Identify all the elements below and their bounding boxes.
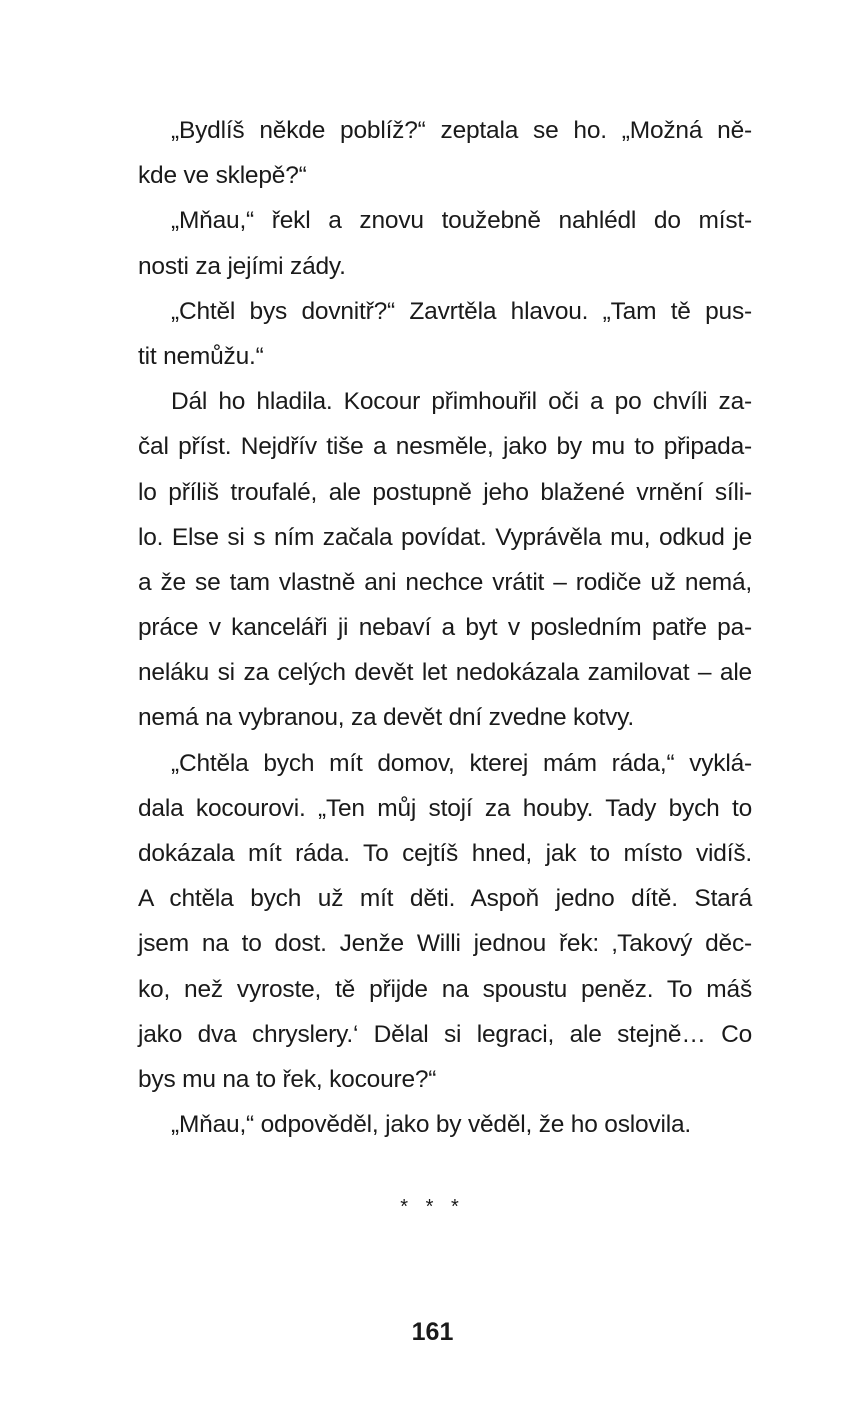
text-line: „Chtěl bys dovnitř?“ Zavrtěla hlavou. „Tam tě pus- xyxy=(171,297,752,325)
text-line: „Mňau,“ odpověděl, jako by věděl, že ho oslovila. xyxy=(171,1111,691,1139)
text-line: nemá na vybranou, za devět dní zvedne kotvy. xyxy=(138,704,635,732)
text-line: lo. Else si s ním začala povídat. Vyprávěla mu, odkud je xyxy=(138,523,752,551)
text-line: A chtěla bych už mít děti. Aspoň jedno dítě. Stará xyxy=(138,885,752,913)
text-line: bys mu na to řek, kocoure?“ xyxy=(138,1065,437,1093)
section-separator: * * * xyxy=(400,1196,465,1218)
text-line: „Mňau,“ řekl a znovu toužebně nahlédl do míst- xyxy=(171,207,752,235)
text-line: práce v kanceláři ji nebaví a byt v posledním patře pa- xyxy=(138,614,752,642)
text-line: jako dva chryslery.‘ Dělal si legraci, ale stejně… Co xyxy=(138,1020,752,1048)
text-line: čal příst. Nejdřív tiše a nesměle, jako by mu to připada- xyxy=(138,433,752,461)
text-line: neláku si za celých devět let nedokázala zamilovat – ale xyxy=(138,659,752,687)
text-line: ko, než vyroste, tě přijde na spoustu peněz. To máš xyxy=(138,975,752,1003)
text-line: a že se tam vlastně ani nechce vrátit – rodiče už nemá, xyxy=(138,568,752,596)
text-line: dokázala mít ráda. To cejtíš hned, jak to místo vidíš. xyxy=(138,840,752,867)
text-line: kde ve sklepě?“ xyxy=(138,162,307,190)
page-number: 161 xyxy=(411,1318,454,1346)
text-line: dala kocourovi. „Ten můj stojí za houby. Tady bych to xyxy=(138,794,752,822)
text-line: „Bydlíš někde poblíž?“ zeptala se ho. „Možná ně- xyxy=(171,117,752,144)
body-text xyxy=(138,108,752,1147)
text-line: „Chtěla bych mít domov, kterej mám ráda,“ vyklá- xyxy=(171,749,752,777)
text-line: tit nemůžu.“ xyxy=(138,342,264,370)
text-line: jsem na to dost. Jenže Willi jednou řek: ‚Takový děc- xyxy=(138,930,752,958)
text-line: Dál ho hladila. Kocour přimhouřil oči a po chvíli za- xyxy=(171,388,752,416)
text-line: lo příliš troufalé, ale postupně jeho blažené vrnění síli- xyxy=(138,478,752,506)
text-line: nosti za jejími zády. xyxy=(138,252,346,280)
